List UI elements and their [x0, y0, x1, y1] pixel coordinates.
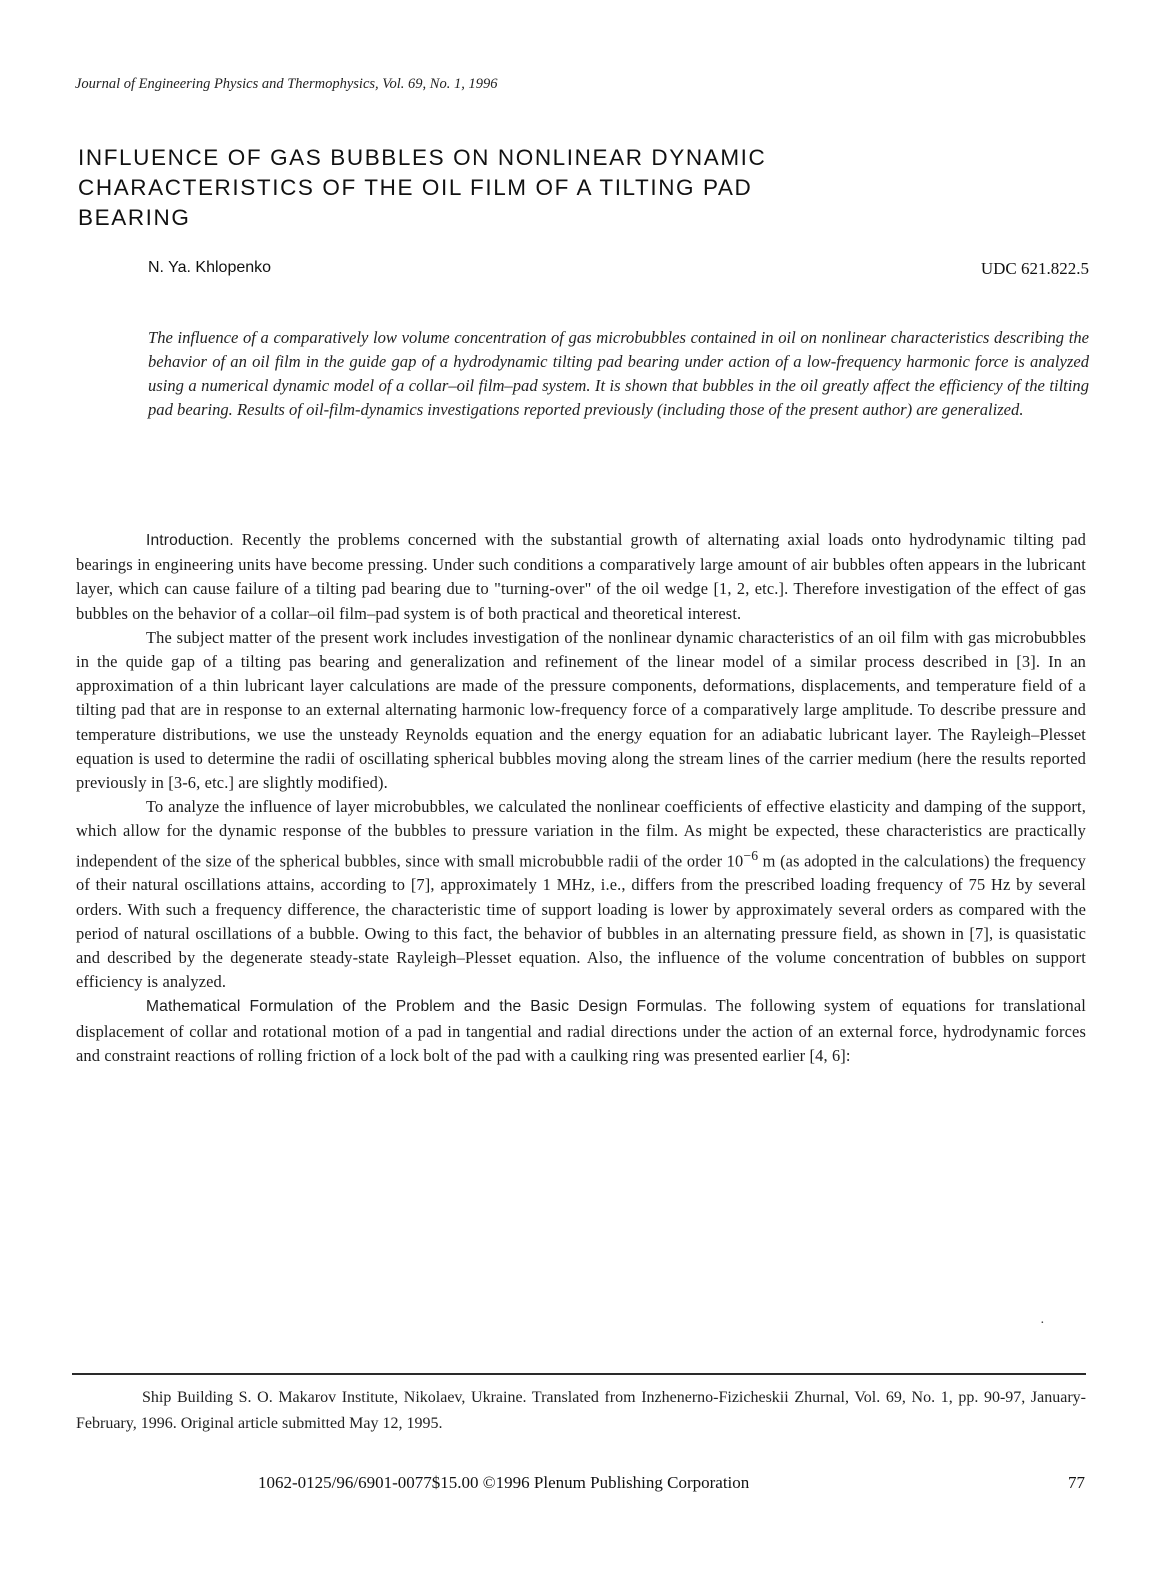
journal-citation: Journal of Engineering Physics and Thermophysics, Vol. 69, No. 1, 1996 [75, 76, 498, 92]
paragraph-math-formulation [76, 994, 1086, 1068]
copyright-line: 1062-0125/96/6901-0077$15.00 ©1996 Plenum Publishing Corporation [258, 1473, 750, 1492]
author-name: N. Ya. Khlopenko [148, 259, 272, 276]
paragraph-text: m (as adopted in the calculations) the frequency of their natural oscillations attains, according to [7], approximately 1 MHz, i.e., differs from the prescribed loading frequency of 75 Hz by several orders. With such a frequency difference, the characteristic time of support loading is lower by approximately several orders as compared with the period of natural oscillations of a bubble. Owing to this fact, the behavior of bubbles in an alternating pressure field, as shown in [7], is quasistatic and described by the degenerate steady-state Rayleigh–Plesset equation. Also, the influence of the volume concentration of bubbles on support efficiency is analyzed. [76, 851, 1087, 992]
article-title: INFLUENCE OF GAS BUBBLES ON NONLINEAR DYNAMIC CHARACTERISTICS OF THE OIL FILM OF A TILTING PAD BEARING [78, 145, 767, 230]
paragraph [76, 795, 1086, 994]
paragraph-introduction [76, 528, 1086, 626]
paragraph-text: The following system of equations for translational displacement of collar and rotational motion of a pad in tangential and radial directions under the action of an external force, hydrodynamic forces and constraint reactions of rolling friction of a lock bolt of the pad with a caulking ring was presented earlier [4, 6]: [76, 996, 1086, 1065]
exponent: −6 [743, 847, 759, 863]
footnote-rule [72, 1373, 1086, 1375]
udc-code: UDC 621.822.5 [980, 259, 1089, 278]
footnote: Ship Building S. O. Makarov Institute, Nikolaev, Ukraine. Translated from Inzhenerno-Fizicheskii Zhurnal, Vol. 69, No. 1, pp. 90-97, January-February, 1996. Original article submitted May 12, 1995. [76, 1389, 1086, 1432]
paragraph-text: To analyze the influence of layer microbubbles, we calculated the nonlinear coefficients of effective elasticity and damping of the support, which allow for the dynamic response of the bubbles to pressure variation in the film. As might be expected, these characteristics are practically independent of the size of the spherical bubbles, since with small microbubble radii of the order 10 [76, 797, 1086, 871]
section-heading-math-formulation: Mathematical Formulation of the Problem and the Basic Design Formulas. [146, 998, 708, 1016]
paragraph-text: Recently the problems concerned with the substantial growth of alternating axial loads onto hydrodynamic tilting pad bearings in engineering units have become pressing. Under such conditions a comparatively large amount of air bubbles often appears in the lubricant layer, which can cause failure of a tilting pad bearing due to "turning-over" of the oil wedge [1, 2, etc.]. Therefore investigation of the effect of gas bubbles on the behavior of a collar–oil film–pad system is of both practical and theoretical interest. [76, 530, 1086, 623]
abstract: The influence of a comparatively low volume concentration of gas microbubbles contained in oil on nonlinear characteristics describing the behavior of an oil film in the guide gap of a hydrodynamic tilting pad bearing under action of a low-frequency harmonic force is analyzed using a numerical dynamic model of a collar–oil film–pad system. It is shown that bubbles in the oil greatly affect the efficiency of the tilting pad bearing. Results of oil-film-dynamics investigations reported previously (including those of the present author) are generalized. [148, 328, 1089, 420]
article-body [76, 528, 1086, 1068]
paragraph: The subject matter of the present work includes investigation of the nonlinear dynamic characteristics of an oil film with gas microbubbles in the quide gap of a tilting pas bearing and generalization and refinement of the linear model of a similar process described in [3]. In an approximation of a thin lubricant layer calculations are made of the pressure components, deformations, displacements, and temperature field of a tilting pad that are in response to an external alternating harmonic low-frequency force of a comparatively large amplitude. To describe pressure and temperature distributions, we use the unsteady Reynolds equation and the energy equation for an adiabatic lubricant layer. The Rayleigh–Plesset equation is used to determine the radii of oscillating spherical bubbles moving along the stream lines of the carrier medium (here the results reported previously in [3-6, etc.] are slightly modified). [76, 627, 1086, 793]
page-number: 77 [1068, 1473, 1085, 1492]
section-heading-introduction: Introduction. [146, 532, 234, 549]
stray-mark: · [1040, 1316, 1045, 1331]
